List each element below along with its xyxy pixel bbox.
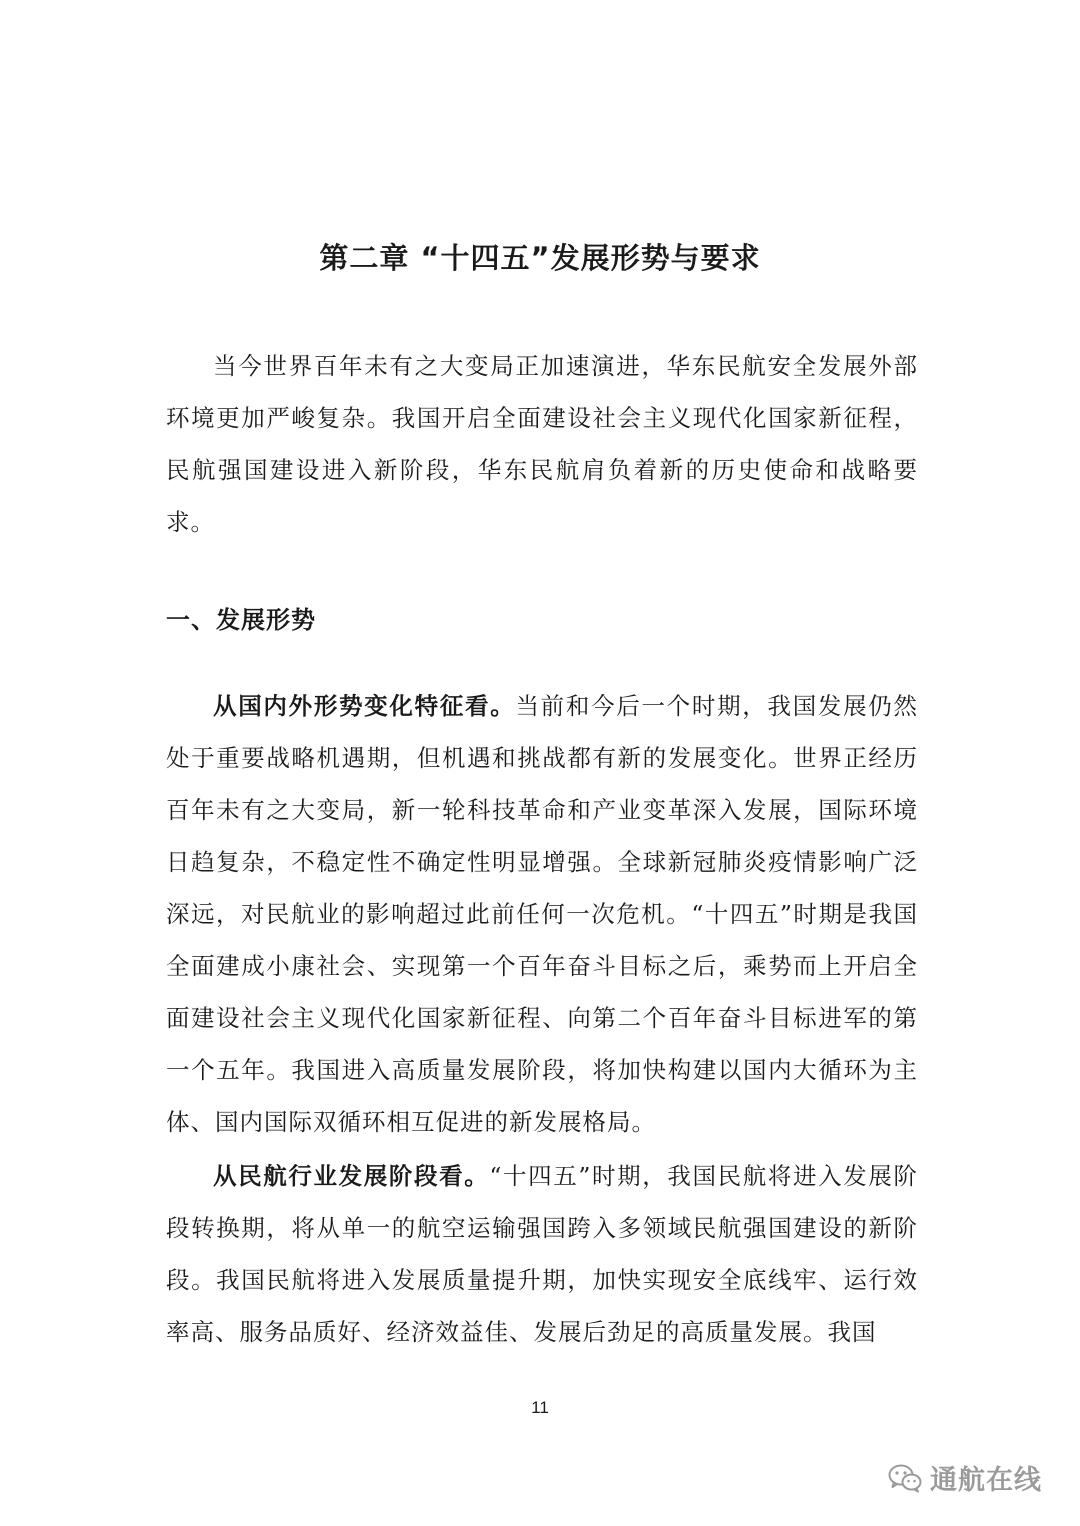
watermark [888, 1458, 1042, 1497]
paragraph-industry-stage [166, 1150, 918, 1358]
paragraph-lead: 从民航行业发展阶段看。 [213, 1162, 490, 1190]
page-number: 11 [531, 1398, 549, 1417]
paragraph-domestic-international [166, 680, 918, 1148]
intro-paragraph: 当今世界百年未有之大变局正加速演进，华东民航安全发展外部环境更加严峻复杂。我国开启全面建设社会主义现代化国家新征程，民航强国建设进入新阶段，华东民航肩负着新的历史使命和战略要求。 [166, 352, 918, 536]
paragraph-lead: 从国内外形势变化特征看。 [213, 692, 516, 720]
wechat-icon [888, 1463, 922, 1493]
section-heading: 一、发展形势 [166, 606, 316, 634]
watermark-text: 通航在线 [930, 1465, 1042, 1496]
paragraph-body: 当前和今后一个时期，我国发展仍然处于重要战略机遇期，但机遇和挑战都有新的发展变化。世界正经历百年未有之大变局，新一轮科技革命和产业变革深入发展，国际环境日趋复杂，不稳定性不确定性明显增强。全球新冠肺炎疫情影响广泛深远，对民航业的影响超过此前任何一次危机。“十四五”时期是我国全面建成小康社会、实现第一个百年奋斗目标之后，乘势而上开启全面建设社会主义现代化国家新征程、向第二个百年奋斗目标进军的第一个五年。我国进入高质量发展阶段，将加快构建以国内大循环为主体、国内国际双循环相互促进的新发展格局。 [166, 692, 919, 1136]
chapter-title: 第二章 “十四五”发展形势与要求 [319, 241, 761, 275]
paragraph-body: “十四五”时期，我国民航将进入发展阶段转换期，将从单一的航空运输强国跨入多领域民航强国建设的新阶段。我国民航将进入发展质量提升期，加快实现安全底线牢、运行效率高、服务品质好、经济效益佳、发展后劲足的高质量发展。我国 [166, 1162, 919, 1346]
